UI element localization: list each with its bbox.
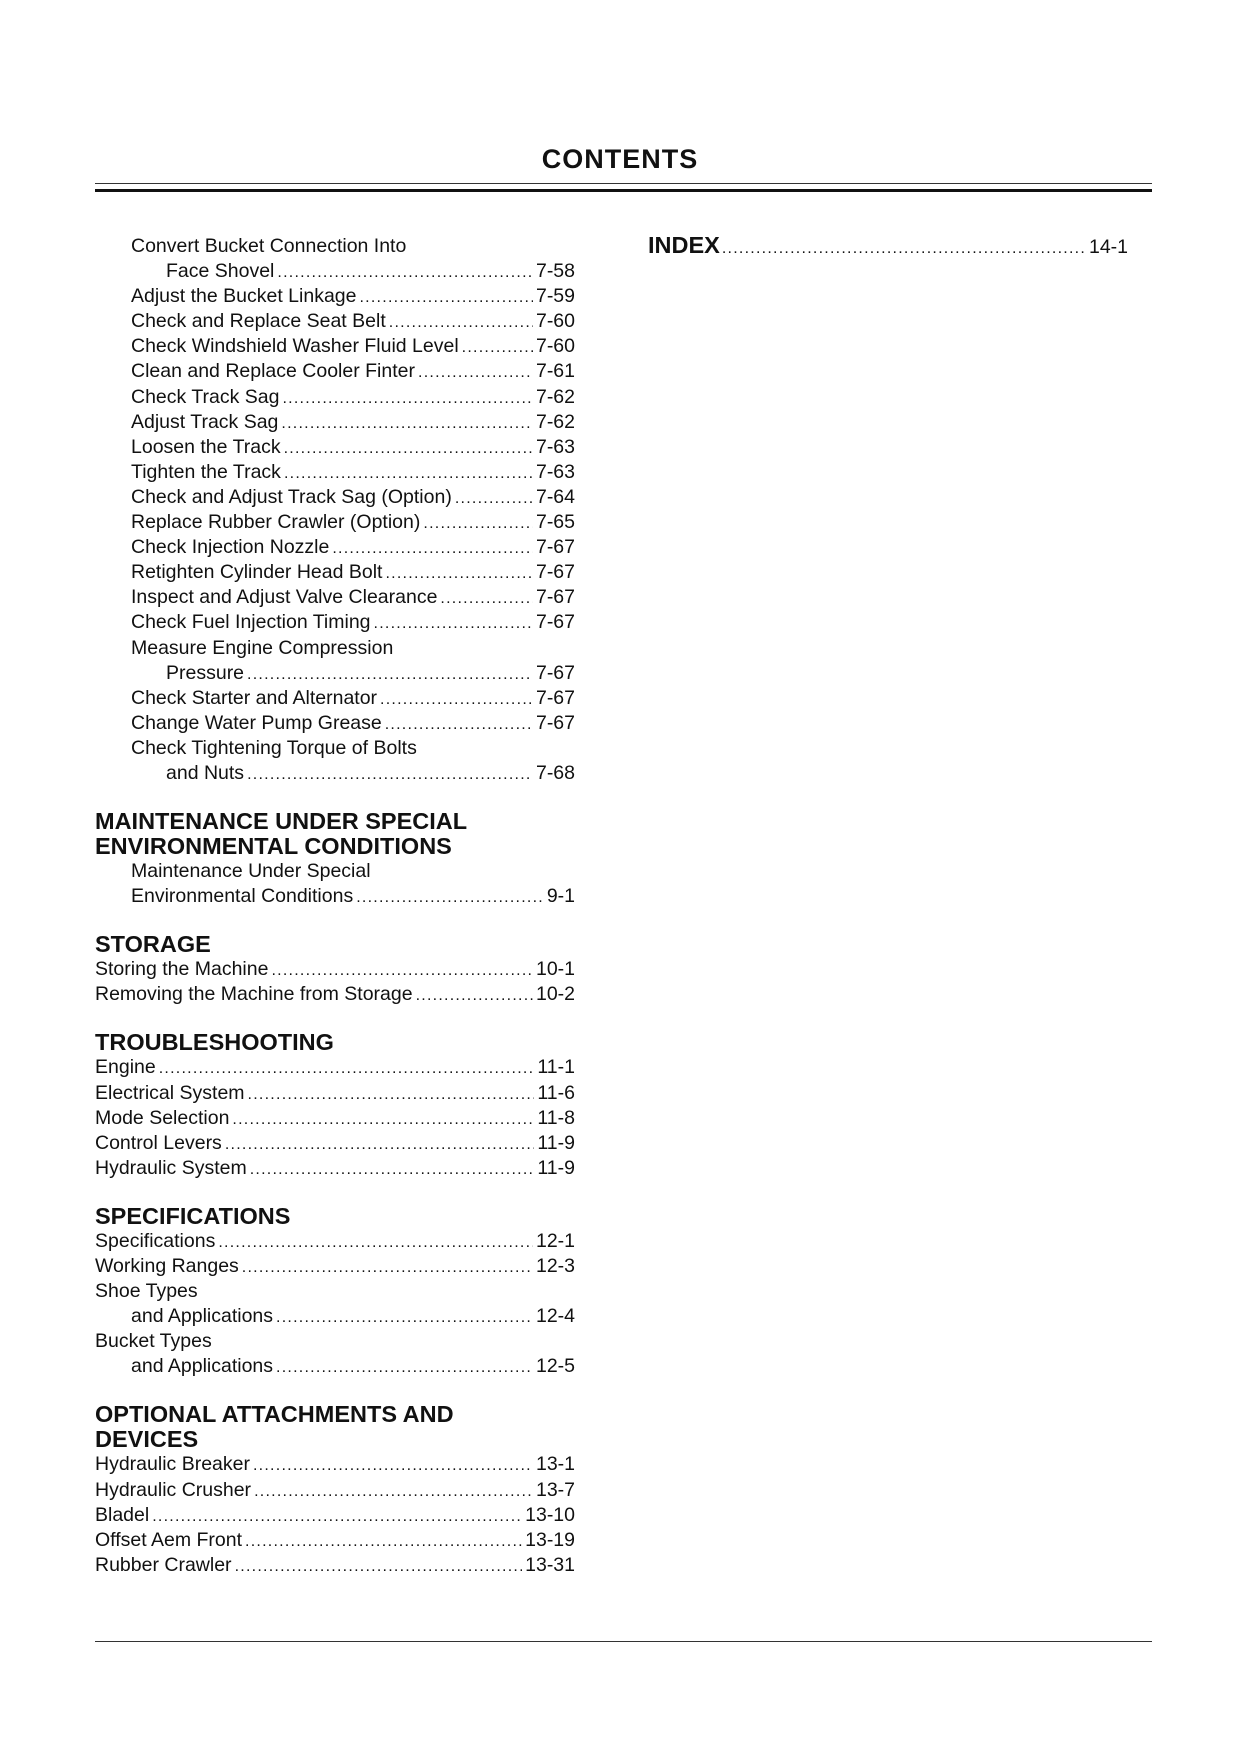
toc-page-number: 7-62 <box>535 410 575 433</box>
toc-entry-label: Removing the Machine from Storage <box>95 983 413 1006</box>
toc-page-number: 13-31 <box>525 1553 575 1576</box>
dot-leader <box>281 411 533 436</box>
dot-leader <box>389 310 533 335</box>
toc-entry[interactable] <box>95 1528 575 1553</box>
page-title-text: CONTENTS <box>541 144 699 174</box>
toc-entry[interactable] <box>95 761 575 786</box>
toc-entry[interactable] <box>95 485 575 510</box>
dot-leader <box>253 1453 533 1478</box>
toc-entry-text: Bucket Types <box>95 1330 212 1353</box>
toc-page-number: 11-8 <box>537 1106 575 1129</box>
section-list <box>95 809 575 1578</box>
toc-entry[interactable] <box>95 610 575 635</box>
toc-entry-text: Convert Bucket Connection Into <box>131 235 407 257</box>
toc-page-number: 7-65 <box>535 511 575 534</box>
dot-leader <box>248 1082 535 1107</box>
toc-entry-label: Offset Aem Front <box>95 1528 243 1551</box>
dot-leader <box>440 586 533 611</box>
dot-leader <box>271 958 533 983</box>
toc-page-number: 12-1 <box>535 1229 575 1252</box>
toc-page-number: 7-63 <box>535 435 575 458</box>
toc-entry-label: Inspect and Adjust Valve Clearance <box>131 586 438 609</box>
dot-leader <box>277 260 533 285</box>
toc-page-number: 7-68 <box>535 761 575 784</box>
toc-entry[interactable] <box>95 309 575 334</box>
toc-entry-label: Check Starter and Alternator <box>131 686 378 709</box>
footer-rule <box>95 1641 1152 1642</box>
toc-page-number: 7-64 <box>535 485 575 508</box>
toc-page-number: 11-1 <box>537 1056 575 1079</box>
toc-entry[interactable] <box>95 661 575 686</box>
header-rule-thin <box>95 183 1152 184</box>
dot-leader <box>250 1157 535 1182</box>
toc-page-number: 7-60 <box>535 310 575 333</box>
toc-entry[interactable] <box>95 982 575 1007</box>
section-heading-line: OPTIONAL ATTACHMENTS AND <box>95 1401 454 1428</box>
toc-entry-label: and Applications <box>131 1355 274 1378</box>
toc-page-number: 7-67 <box>535 611 575 634</box>
page-title <box>0 144 1240 175</box>
toc-page-number: 7-61 <box>535 360 575 383</box>
toc-entry-label: Check and Adjust Track Sag (Option) <box>131 485 452 508</box>
toc-entry-label: Tighten the Track <box>131 460 281 483</box>
toc-entry-label: Mode Selection <box>95 1106 230 1129</box>
toc-entry[interactable] <box>95 560 575 585</box>
dot-leader <box>722 240 1087 258</box>
dot-leader <box>332 536 533 561</box>
section-heading[interactable] <box>95 1402 575 1452</box>
dot-leader <box>247 762 533 787</box>
toc-page-number: 10-1 <box>535 958 575 981</box>
toc-entry[interactable] <box>95 1304 575 1329</box>
dot-leader <box>359 285 532 310</box>
toc-page-number: 11-6 <box>537 1081 575 1104</box>
toc-entry[interactable] <box>95 460 575 485</box>
index-label: INDEX <box>648 232 720 258</box>
dot-leader <box>284 436 533 461</box>
toc-entry[interactable] <box>95 1055 575 1080</box>
toc-entry[interactable] <box>95 284 575 309</box>
toc-page-number: 9-1 <box>546 885 575 908</box>
section-heading-line: ENVIRONMENTAL CONDITIONS <box>95 833 452 860</box>
toc-page-number: 7-67 <box>535 586 575 609</box>
dot-leader <box>232 1107 534 1132</box>
toc-entry[interactable] <box>95 535 575 560</box>
dot-leader <box>254 1479 533 1504</box>
dot-leader <box>218 1230 533 1255</box>
toc-page-number: 12-5 <box>535 1355 575 1378</box>
dot-leader <box>242 1255 533 1280</box>
toc-page-number: 7-62 <box>535 385 575 408</box>
dot-leader <box>247 662 533 687</box>
toc-page-number: 13-7 <box>535 1478 575 1501</box>
toc-entry[interactable] <box>95 1229 575 1254</box>
dot-leader <box>284 461 533 486</box>
toc-page-number: 7-67 <box>535 686 575 709</box>
dot-leader <box>225 1132 535 1157</box>
dot-leader <box>356 885 544 910</box>
dot-leader <box>276 1355 533 1380</box>
toc-page-number: 7-67 <box>535 561 575 584</box>
dot-leader <box>455 486 533 511</box>
toc-entry-label: Replace Rubber Crawler (Option) <box>131 511 421 534</box>
toc-entry-label: Face Shovel <box>166 260 275 283</box>
toc-page-number: 7-67 <box>535 711 575 734</box>
toc-entry-label: Environmental Conditions <box>131 885 354 908</box>
toc-entry-label: Bladel <box>95 1503 150 1526</box>
toc-entry-text: Shoe Types <box>95 1280 198 1303</box>
dot-leader <box>423 511 533 536</box>
toc-entry-label: Check Fuel Injection Timing <box>131 611 371 634</box>
toc-entry[interactable] <box>95 957 575 982</box>
toc-entry[interactable] <box>95 884 575 909</box>
toc-entry-label: Clean and Replace Cooler Finter <box>131 360 415 383</box>
toc-page-number: 7-59 <box>535 285 575 308</box>
dot-leader <box>416 983 533 1008</box>
toc-entry-label: Working Ranges <box>95 1255 239 1277</box>
continued-entries <box>95 234 575 786</box>
dot-leader <box>152 1504 522 1529</box>
toc-page-number: 12-3 <box>535 1255 575 1277</box>
toc-entry-label: Rubber Crawler <box>95 1553 232 1576</box>
toc-entry-text: Maintenance Under Special <box>131 860 371 883</box>
toc-entry[interactable] <box>95 1156 575 1181</box>
toc-entry[interactable] <box>95 1254 575 1279</box>
toc-entry[interactable] <box>95 510 575 535</box>
toc-entry-label: Electrical System <box>95 1081 245 1104</box>
toc-section <box>95 1402 575 1577</box>
toc-page-number: 7-67 <box>535 661 575 684</box>
toc-entry-index[interactable] <box>648 232 1128 259</box>
toc-page-number: 13-19 <box>525 1528 575 1551</box>
toc-page-number: 7-60 <box>535 335 575 358</box>
dot-leader <box>235 1554 523 1579</box>
toc-entry-label: Check and Replace Seat Belt <box>131 310 386 333</box>
toc-entry[interactable] <box>95 1452 575 1477</box>
toc-entry-label: Adjust the Bucket Linkage <box>131 285 357 308</box>
toc-section <box>95 1204 575 1380</box>
toc-page-number: 7-58 <box>535 260 575 283</box>
toc-entry[interactable] <box>95 410 575 435</box>
toc-entry-label: Check Track Sag <box>131 385 280 408</box>
toc-entry[interactable] <box>95 385 575 410</box>
toc-section <box>95 932 575 1007</box>
toc-entry-label: Hydraulic Breaker <box>95 1453 250 1476</box>
toc-entry[interactable] <box>95 1106 575 1131</box>
toc-page-number: 7-67 <box>535 536 575 559</box>
dot-leader <box>462 335 533 360</box>
toc-entry[interactable] <box>95 585 575 610</box>
section-heading[interactable] <box>95 932 575 957</box>
section-heading-line: SPECIFICATIONS <box>95 1202 291 1229</box>
toc-entry-label: Retighten Cylinder Head Bolt <box>131 561 383 584</box>
contents-left-column <box>95 234 575 1578</box>
toc-section <box>95 809 575 909</box>
contents-right-column <box>648 232 1128 259</box>
toc-entry[interactable] <box>95 435 575 460</box>
dot-leader <box>245 1529 522 1554</box>
section-heading-line: STORAGE <box>95 931 211 958</box>
toc-entry-label: and Applications <box>131 1305 274 1328</box>
section-heading[interactable] <box>95 1204 575 1229</box>
toc-page-number: 13-10 <box>525 1503 575 1526</box>
toc-page-number: 13-1 <box>535 1453 575 1476</box>
toc-entry-label: Loosen the Track <box>131 435 281 458</box>
index-page-number: 14-1 <box>1088 236 1128 258</box>
toc-entry-text: Measure Engine Compression <box>131 636 394 659</box>
toc-entry-label: Storing the Machine <box>95 958 269 981</box>
toc-page-number: 10-2 <box>535 983 575 1006</box>
dot-leader <box>282 386 532 411</box>
toc-entry[interactable] <box>95 259 575 284</box>
toc-page-number: 12-4 <box>535 1305 575 1328</box>
dot-leader <box>380 687 533 712</box>
dot-leader <box>418 360 533 385</box>
toc-entry[interactable] <box>95 686 575 711</box>
section-heading[interactable] <box>95 1030 575 1055</box>
toc-entry-label: Hydraulic System <box>95 1156 247 1179</box>
section-heading-line: MAINTENANCE UNDER SPECIAL <box>95 808 468 835</box>
toc-entry[interactable] <box>95 1503 575 1528</box>
dot-leader <box>385 561 532 586</box>
dot-leader <box>374 611 533 636</box>
toc-entry-label: Check Windshield Washer Fluid Level <box>131 335 459 358</box>
dot-leader <box>385 712 533 737</box>
toc-entry[interactable] <box>95 711 575 736</box>
section-heading-line: DEVICES <box>95 1426 199 1453</box>
toc-entry-label: Control Levers <box>95 1131 222 1154</box>
toc-entry[interactable] <box>95 1553 575 1578</box>
toc-entry-label: Change Water Pump Grease <box>131 711 382 734</box>
toc-entry[interactable] <box>95 359 575 384</box>
toc-entry[interactable] <box>95 1081 575 1106</box>
toc-page-number: 11-9 <box>537 1131 575 1154</box>
toc-entry-label: Specifications <box>95 1229 216 1252</box>
section-heading-line: TROUBLESHOOTING <box>95 1029 334 1056</box>
toc-entry-label: and Nuts <box>166 761 245 784</box>
toc-entry-label: Pressure <box>166 661 245 684</box>
toc-page-number: 7-63 <box>535 460 575 483</box>
toc-entry[interactable] <box>95 1354 575 1379</box>
dot-leader <box>159 1056 535 1081</box>
toc-section <box>95 1030 575 1180</box>
toc-entry[interactable] <box>95 1131 575 1156</box>
toc-entry-label: Hydraulic Crusher <box>95 1478 252 1501</box>
toc-entry-label: Engine <box>95 1056 156 1079</box>
toc-entry[interactable] <box>95 334 575 359</box>
section-heading[interactable] <box>95 809 575 859</box>
toc-entry[interactable] <box>95 1478 575 1503</box>
toc-entry-text: Check Tightening Torque of Bolts <box>131 736 417 759</box>
toc-page-number: 11-9 <box>537 1156 575 1179</box>
header-rule-thick <box>95 189 1152 192</box>
toc-entry-label: Adjust Track Sag <box>131 410 279 433</box>
toc-entry-label: Check Injection Nozzle <box>131 536 330 559</box>
dot-leader <box>276 1305 533 1330</box>
